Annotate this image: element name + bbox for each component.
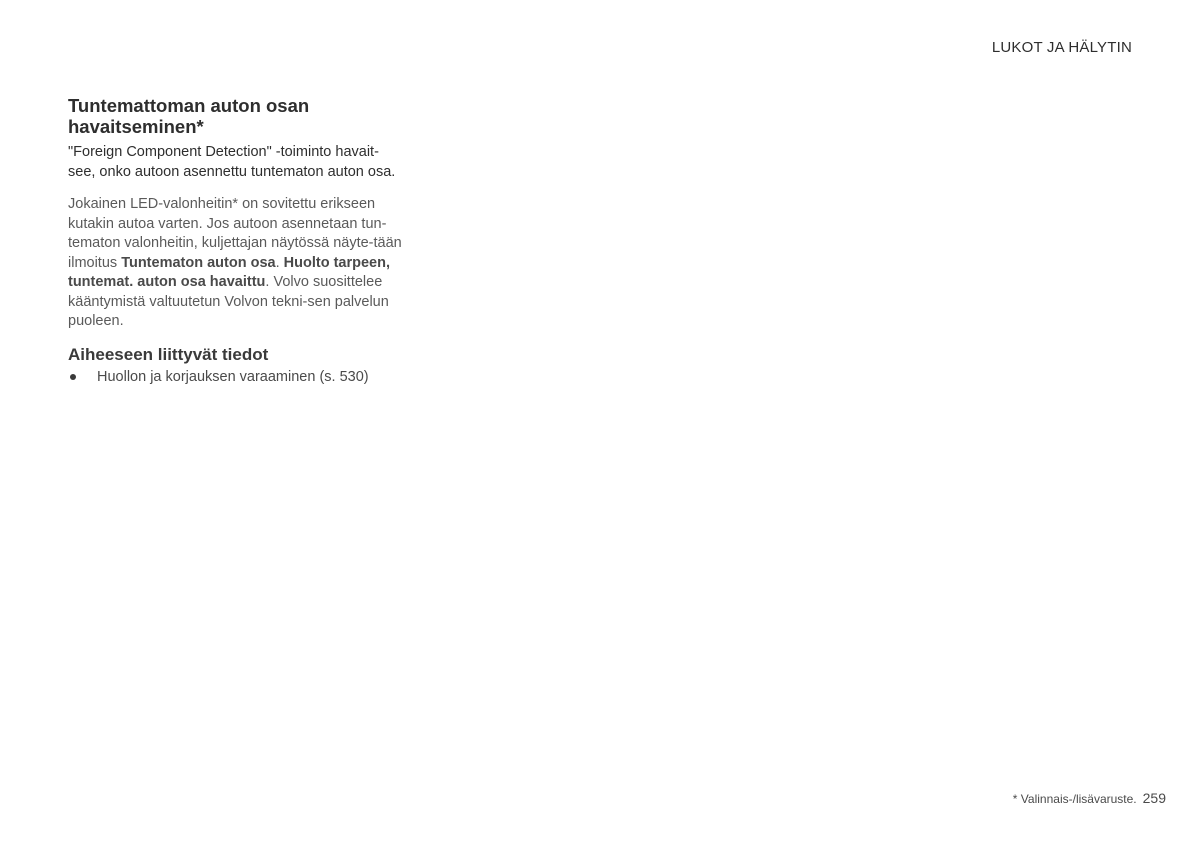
display-message-unknown-part: Tuntematon auton osa — [121, 254, 276, 271]
body-text-1: Jokainen LED-valonheitin* on sovitettu erikseen kutakin autoa varten. Jos autoon asennetaan tun-tematon valonheitin, kuljettajan näytössä näyte-tään ilmoitus — [68, 196, 402, 271]
bullet-icon — [70, 374, 76, 380]
related-info-list — [68, 367, 404, 387]
body-separator: . — [275, 254, 284, 271]
page-footer — [1013, 790, 1166, 806]
related-link-service-booking[interactable] — [68, 367, 404, 387]
article-lead: "Foreign Component Detection" -toiminto havait-see, onko autoon asennettu tuntematon auton osa. — [68, 144, 396, 180]
body-text-2: . Volvo suosittelee kääntymistä valtuutetun Volvon tekni-sen palvelun puoleen. — [68, 274, 389, 329]
related-link-label: Huollon ja korjauksen varaaminen (s. 530) — [97, 368, 369, 385]
display-message-service-required: Huolto tarpeen, tuntemat. auton osa havaittu — [68, 254, 390, 290]
article-content — [68, 95, 404, 387]
article-body — [68, 195, 404, 332]
article-title: Tuntemattoman auton osan havaitseminen* — [68, 95, 310, 137]
footnote-optional-equipment: * Valinnais-/lisävaruste. — [1012, 792, 1137, 806]
section-header: LUKOT JA HÄLYTIN — [991, 39, 1132, 56]
page-number: 259 — [1142, 790, 1166, 806]
related-info-heading: Aiheeseen liittyvät tiedot — [68, 344, 269, 364]
